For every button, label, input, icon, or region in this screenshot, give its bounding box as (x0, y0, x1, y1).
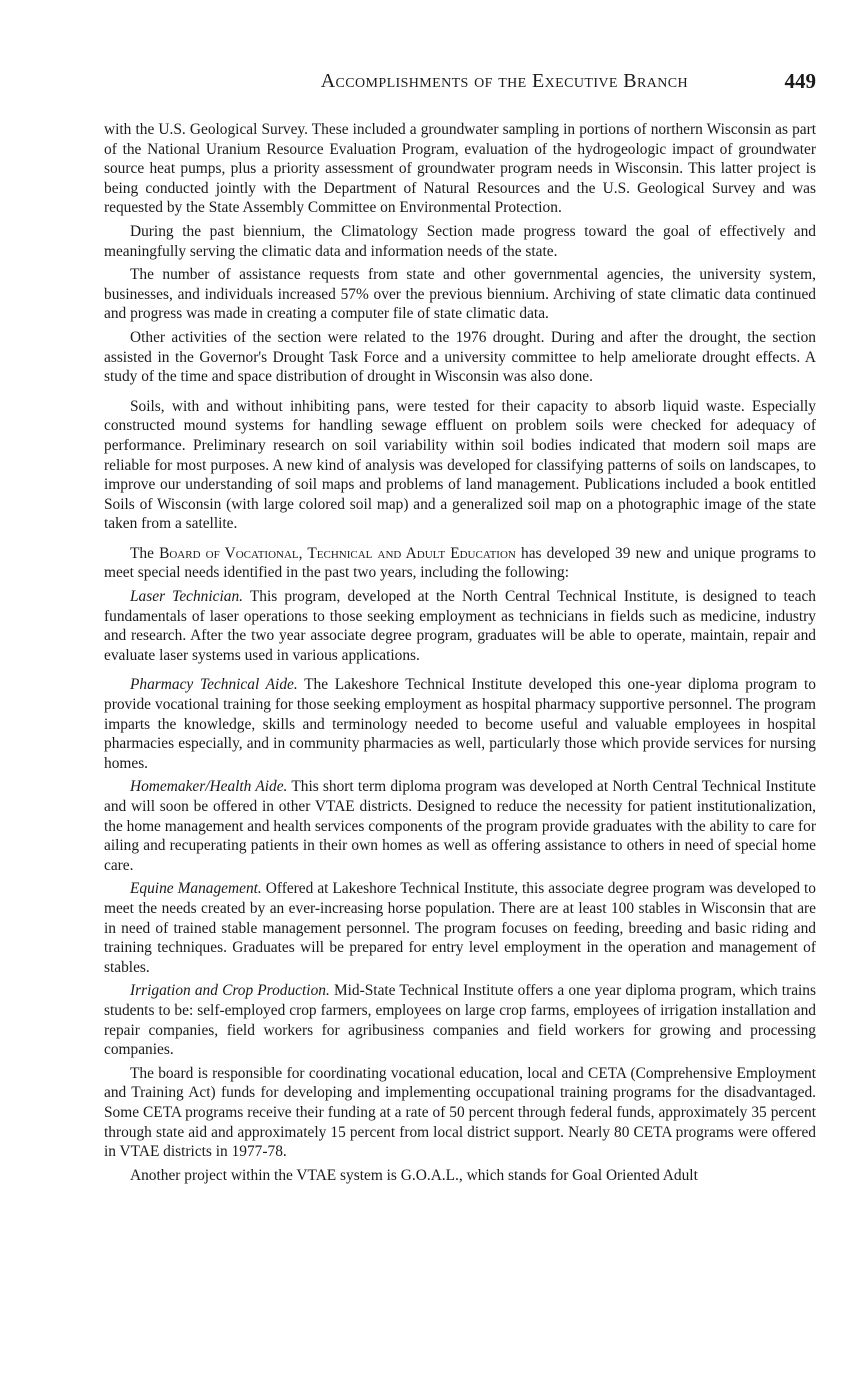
running-title: Accomplishments of the Executive Branch (320, 70, 688, 92)
program-title: Homemaker/Health Aide. (130, 778, 288, 796)
paragraph-assistance-requests: The number of assistance requests from state and other governmental agencies, the university system, businesses, and individuals increased 57% over the previous biennium. Archiving of state climatic data continued and progress was made in creating a computer file of state climatic data. (104, 266, 816, 323)
document-page (104, 66, 816, 1189)
page-number: 449 (784, 69, 816, 93)
running-header (104, 66, 816, 100)
paragraph-homemaker-aide: Homemaker/Health Aide. This short term diploma program was developed at North Central Technical Institute and will soon be offered in other VTAE districts. Designed to reduce the necessity for patient institutionalization, the home management and health services components of the program provide graduates with the ability to care for ailing and recuperating patients in their own homes as well as offering assistance to others in need of special home care. (104, 778, 816, 874)
paragraph-climatology: During the past biennium, the Climatology Section made progress toward the goal of effectively and meaningfully serving the climatic data and information needs of the state. (104, 222, 816, 260)
paragraph-drought: Other activities of the section were related to the 1976 drought. During and after the drought, the section assisted in the Governor's Drought Task Force and a university committee to help ameliorate drought effects. A study of the time and space distribution of drought in Wisconsin was also done. (104, 328, 816, 386)
paragraph-vtae-board: The Board of Vocational, Technical and Adult Education has developed 39 new and unique programs to meet special needs identified in the past two years, including the following: (104, 544, 817, 582)
paragraph-goal-project: Another project within the VTAE system is G.O.A.L., which stands for Goal Oriented Adult (130, 1166, 698, 1184)
paragraph-irrigation: Irrigation and Crop Production. Mid-State Technical Institute offers a one year diploma program, which trains students to be: self-employed crop farmers, employees on large crop farms, employees of irrigation installation and repair companies, field workers for agribusiness companies and field workers for growing and processing companies. (104, 982, 816, 1059)
paragraph-geological-survey: with the U.S. Geological Survey. These included a groundwater sampling in portions of northern Wisconsin as part of the National Uranium Resource Evaluation Program, evaluation of the hydrogeologic impact of groundwater source heat pumps, plus a priority assessment of groundwater program needs in Wisconsin. This latter project is being conducted jointly with the Department of Natural Resources and the U.S. Geological Survey and was requested by the State Assembly Committee on Environmental Protection. (104, 121, 816, 217)
paragraph-pharmacy-aide: Pharmacy Technical Aide. The Lakeshore Technical Institute developed this one-year diploma program to provide vocational training for those seeking employment as hospital pharmacy supportive personnel. The program imparts the knowledge, skills and terminology needed to become useful and valuable employees in hospital pharmacies especially, and in community pharmacies as well, particularly those which provide services for nursing homes. (104, 676, 817, 772)
program-title: Irrigation and Crop Production. (130, 982, 330, 1000)
paragraph-soils: Soils, with and without inhibiting pans, were tested for their capacity to absorb liquid waste. Especially constructed mound systems for handling sewage effluent on problem soils were checked for adequacy of performance. Preliminary research on soil variability within soil bodies indicated that modern soil maps are reliable for most purposes. A new kind of analysis was developed for classifying patterns of soils on landscapes, to improve our understanding of soil maps and problems of land management. Publications included a book entitled Soils of Wisconsin (with large colored soil map) and a generalized soil map on a photographic image of the state taken from a satellite. (104, 397, 816, 533)
paragraph-equine-management: Equine Management. Offered at Lakeshore Technical Institute, this associate degree program was developed to meet the needs created by an ever-increasing horse population. There are at least 100 stables in Wisconsin that are in need of trained stable management personnel. The program focuses on feeding, breeding and basic riding and training techniques. Graduates will be prepared for entry level employment in the operation and management of stables. (104, 880, 816, 976)
agency-name: Board of Vocational, Technical and Adult Education (159, 544, 516, 562)
program-title: Equine Management. (130, 880, 262, 898)
paragraph-laser-technician: Laser Technician. This program, developed at the North Central Technical Institute, is designed to teach fundamentals of laser operations to those seeking employment as technicians in fields such as medicine, industry and research. After the two year associate degree program, graduates will be able to operate, maintain, repair and evaluate laser systems used in various applications. (104, 588, 816, 664)
body-text (104, 120, 816, 1185)
paragraph-ceta: The board is responsible for coordinating vocational education, local and CETA (Comprehensive Employment and Training Act) funds for developing and implementing occupational training programs for the disadvantaged. Some CETA programs receive their funding at a rate of 50 percent through federal funds, approximately 35 percent through state aid and approximately 15 percent from local district support. Nearly 80 CETA programs were offered in VTAE districts in 1977-78. (104, 1064, 816, 1161)
program-title: Pharmacy Technical Aide. (130, 676, 298, 694)
program-title: Laser Technician. (130, 588, 244, 606)
